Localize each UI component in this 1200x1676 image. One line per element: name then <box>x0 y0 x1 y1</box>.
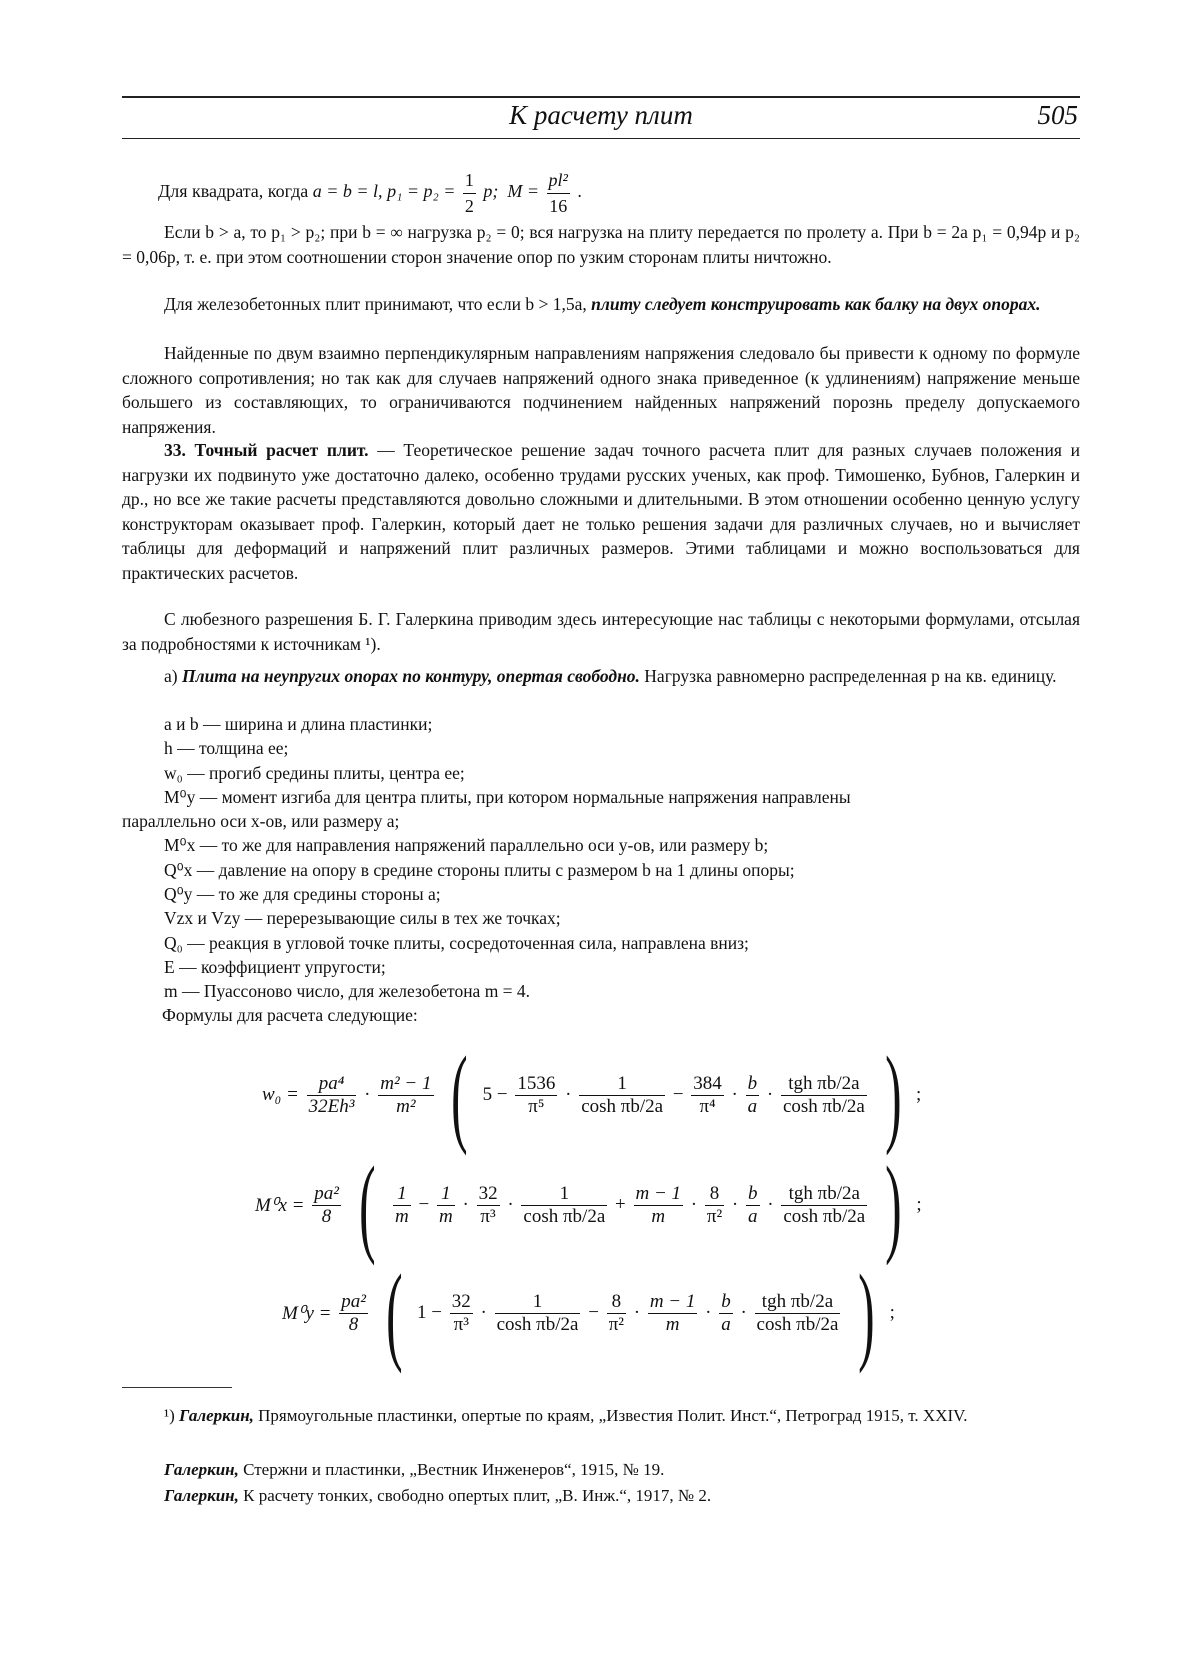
page-number: 505 <box>1037 100 1078 130</box>
square-cond: a = b = l, <box>312 181 383 202</box>
footnote-rule <box>122 1387 232 1388</box>
square-p: p₁ = p₂ = <box>387 181 460 202</box>
definition-item: m — Пуассоново число, для железобетона m = 4. <box>164 981 531 1002</box>
definition-item: a и b — ширина и длина пластинки; <box>164 714 433 734</box>
half-fraction: $\frac{1}{2}$ <box>464 170 474 216</box>
paragraph-2: Для железобетонных плит принимают, что если b > 1,5a, плиту следует конструировать как балку на двух опорах. <box>164 294 1041 314</box>
paragraph-1: Если b > a, то p₁ > p₂; при b = ∞ нагрузка p₂ = 0; вся нагрузка на плиту передается по пролету a. При b = 2a p₁ = 0,94p и p₂ = 0,06p, т. е. при этом соотношении сторон значение опор по узким сторонам плиты ничтожно. <box>122 222 1080 267</box>
section-heading: 33. Точный расчет плит. <box>164 440 369 460</box>
paragraph-5: С любезного разрешения Б. Г. Галеркина приводим здесь интересующие нас таблицы с некоторыми формулами, отсылая за подробностями к источникам ¹). <box>122 609 1080 654</box>
header-rule <box>122 138 1080 139</box>
definition-item: Q⁰y — то же для средины стороны a; <box>164 884 441 905</box>
formula-my: M⁰y = $\frac{\text{pa²}}{8}$ ( 1 − $\frac{32}{\text{π³}}$ · $\frac{1}{\text{cosh πb/2a}}$ − $\frac{8}{\text{π²}}$ · $\frac{m - 1}{m}$ · $\frac{b}{a}$ · $\frac{\text{tgh πb/2a}}{\text{cosh πb/2a}}$ ) ; <box>282 1252 895 1374</box>
square-p-tail: p; <box>483 181 499 202</box>
definitions-list <box>122 712 1084 1004</box>
definition-item: Q⁰x — давление на опору в средине стороны плиты с размером b на 1 длины опоры; <box>164 859 795 880</box>
square-m: M = <box>507 181 544 202</box>
paragraph-6: а) Плита на неупругих опорах по контуру, опертая свободно. Нагрузка равномерно распределенная p на кв. единицу. <box>164 666 1057 686</box>
running-head: К расчету плит <box>509 100 693 130</box>
definition-item: E — коэффициент упругости; <box>164 956 386 977</box>
formulas-intro: Формулы для расчета следующие: <box>162 1005 418 1025</box>
square-line: Для квадрата, когда a = b = l, p₁ = p₂ = $\frac{1}{2}$ p; M = $\frac{\text{pl²}}{16}$ . <box>158 168 858 218</box>
definition-item: Vzx и Vzy — перерезывающие силы в тех же точках; <box>164 908 561 929</box>
definition-item: параллельно оси x-ов, или размеру a; <box>122 811 400 832</box>
formula-w0: w₀ = $\frac{\text{pa⁴}}{\text{32Eh³}}$ · $\frac{\text{m² − 1}}{\text{m²}}$ ( 5 − $\frac{1536}{\text{π⁵}}$ · $\frac{1}{\text{cosh πb/2a}}$ − $\frac{384}{\text{π⁴}}$ · $\frac{b}{a}$ · $\frac{\text{tgh πb/2a}}{\text{cosh πb/2a}}$ ) ; <box>262 1034 922 1156</box>
definition-item: h — толщина ее; <box>164 738 289 759</box>
definition-item: M⁰x — то же для направления напряжений параллельно оси y-ов, или размеру b; <box>164 835 769 856</box>
footnote-1: ¹) Галеркин, Прямоугольные пластинки, опертые по краям, „Известия Полит. Инст.“, Петроград 1915, т. XXIV. <box>164 1406 968 1425</box>
definition-item: w₀ — прогиб средины плиты, центра ее; <box>164 762 465 783</box>
paragraph-3: Найденные по двум взаимно перпендикулярным направлениям напряжения следовало бы привести к одному по формуле сложного сопротивления; но так как для случаев напряжений одного знака приведенное (к удлинениям) напряжение меньше большего из составляющих, то ограничиваются подчинением найденных напряжений порознь пределу допускаемого напряжения. <box>122 343 1080 437</box>
definition-item: M⁰y — момент изгиба для центра плиты, при котором нормальные напряжения направлены <box>164 786 851 807</box>
footnote-2: Галеркин, Стержни и пластинки, „Вестник Инженеров“, 1915, № 19. <box>164 1460 665 1479</box>
formula-mx: M⁰x = $\frac{\text{pa²}}{8}$ ( $\frac{1}{m}$ − $\frac{1}{m}$ · $\frac{32}{\text{π³}}$ · $\frac{1}{\text{cosh πb/2a}}$ + $\frac{m - 1}{m}$ · $\frac{8}{\text{π²}}$ · $\frac{b}{a}$ · $\frac{\text{tgh πb/2a}}{\text{cosh πb/2a}}$ ) ; <box>255 1144 922 1266</box>
footnote-3: Галеркин, К расчету тонких, свободно опертых плит, „В. Инж.“, 1917, № 2. <box>164 1486 712 1505</box>
m-fraction: $\frac{\text{pl²}}{16}$ <box>548 170 568 216</box>
page-header <box>122 98 1080 134</box>
square-prefix: Для квадрата, когда <box>158 181 313 202</box>
definition-item: Q₀ — реакция в угловой точке плиты, сосредоточенная сила, направлена вниз; <box>164 932 749 953</box>
paragraph-4: 33. Точный расчет плит. — Теоретическое решение задач точного расчета плит для разных случаев положения и нагрузки их подвинуто уже достаточно далеко, особенно трудами русских ученых, как проф. Тимошенко, Бубнов, Галеркин и др., но все же такие расчеты представляются довольно сложными и длительными. В этом отношении особенно ценную услугу конструкторам оказывает проф. Галеркин, который дает не только решения задачи для различных случаев, но и вычисляет таблицы для деформаций и напряжений плит различных размеров. Этими таблицами и можно воспользоваться для практических расчетов. <box>122 440 1080 583</box>
